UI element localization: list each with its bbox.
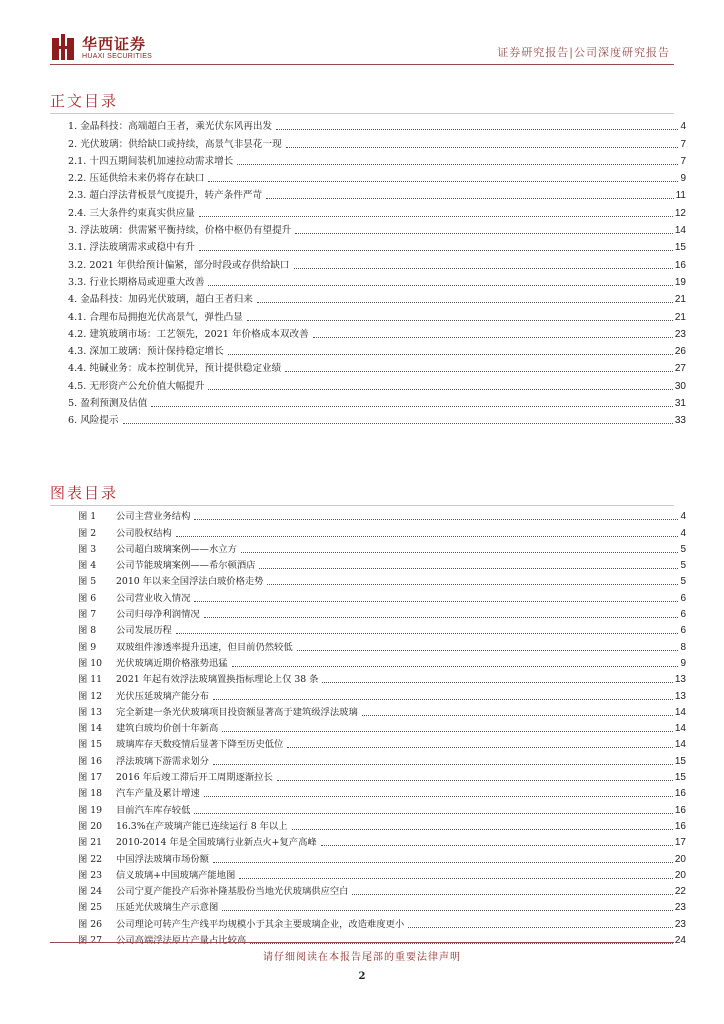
figure-entry-title: 汽车产量及累计增速	[116, 788, 200, 800]
dot-leader	[194, 519, 678, 520]
figure-entry-title: 浮法玻璃下游需求划分	[116, 755, 209, 767]
toc-entry-title: 4.2. 建筑玻璃市场：工艺领先，2021 年价格成本双改善	[68, 328, 309, 340]
figure-entry-title: 2021 年起有效浮法玻璃置换指标理论上仅 38 条	[116, 674, 319, 686]
figure-entry[interactable]	[78, 572, 686, 588]
huaxi-logo-icon	[52, 34, 74, 60]
figure-entry-number: 图 15	[78, 739, 103, 751]
figure-list-title: 图表目录	[50, 484, 119, 502]
figure-entry-number: 图 12	[78, 690, 103, 702]
toc-entry-title: 2. 光伏玻璃：供给缺口或持续，高景气非昙花一现	[68, 138, 282, 150]
legal-notice: 请仔细阅读在本报告尾部的重要法律声明	[263, 952, 461, 963]
figure-entry-title: 公司节能玻璃案例——希尔顿酒店	[116, 560, 256, 572]
toc-entry-page: 26	[674, 346, 686, 358]
toc-entry[interactable]	[68, 133, 686, 150]
figure-entry-number: 图 19	[78, 804, 103, 816]
toc-entry[interactable]	[68, 410, 686, 427]
figure-entry-number: 图 25	[78, 902, 103, 914]
figure-entry[interactable]	[78, 800, 686, 816]
figure-entry-title: 公司发展历程	[116, 625, 172, 637]
figure-entry[interactable]	[78, 784, 686, 800]
figure-entry-page: 15	[674, 772, 686, 784]
toc-entry-title: 3. 浮法玻璃：供需紧平衡持续，价格中枢仍有望提升	[68, 225, 292, 237]
dot-leader	[277, 780, 673, 781]
figure-entry[interactable]	[78, 833, 686, 849]
figure-entry-number: 图 26	[78, 918, 103, 930]
figure-entry-title: 玻璃库存天数疫情后显著下降至历史低位	[116, 739, 284, 751]
dot-leader	[250, 943, 673, 944]
figure-entry-page: 22	[674, 886, 686, 898]
figure-entry-title: 双玻组件渗透率提升迅速，但目前仍然较低	[116, 641, 293, 653]
toc-entry[interactable]	[68, 220, 686, 237]
figure-entry-title: 2016 年后竣工滞后开工周期逐渐拉长	[116, 772, 273, 784]
figure-entry-page: 23	[674, 918, 686, 930]
toc-entry-title: 4. 金晶科技：加码光伏玻璃，超白王者归来	[68, 294, 253, 306]
toc-entry-page: 4	[680, 121, 686, 133]
figure-entry-number: 图 18	[78, 788, 103, 800]
figure-entry-page: 20	[674, 869, 686, 881]
dot-leader	[287, 747, 673, 748]
table-of-contents	[68, 116, 686, 427]
figure-entry[interactable]	[78, 849, 686, 865]
dot-leader	[204, 796, 673, 797]
dot-leader	[295, 233, 673, 234]
figure-entry-page: 20	[674, 853, 686, 865]
toc-entry-title: 3.1. 浮法玻璃需求或稳中有升	[68, 242, 195, 254]
toc-entry[interactable]	[68, 306, 686, 323]
figure-entry-title: 公司主营业务结构	[116, 511, 191, 523]
figure-entry-title: 公司股权结构	[116, 527, 172, 539]
dot-leader	[213, 699, 673, 700]
dot-leader	[266, 198, 674, 199]
figure-entry-number: 图 22	[78, 853, 103, 865]
dot-leader	[232, 666, 679, 667]
dot-leader	[292, 829, 673, 830]
figure-entry[interactable]	[78, 637, 686, 653]
figure-entry-page: 4	[680, 511, 686, 523]
toc-entry[interactable]	[68, 324, 686, 341]
figure-entry-page: 6	[680, 625, 686, 637]
figure-entry[interactable]	[78, 817, 686, 833]
dot-leader	[208, 181, 678, 182]
figure-entry[interactable]	[78, 588, 686, 604]
figure-entry[interactable]	[78, 866, 686, 882]
toc-entry-page: 15	[674, 242, 686, 254]
figure-entry-number: 图 5	[78, 576, 97, 588]
dot-leader	[228, 354, 673, 355]
figure-entry-title: 完全新建一条光伏玻璃项目投资额显著高于建筑级浮法玻璃	[116, 706, 358, 718]
toc-entry-title: 2.3. 超白浮法背板景气度提升，转产条件严苛	[68, 190, 263, 202]
dot-leader	[199, 216, 673, 217]
toc-entry-page: 16	[674, 259, 686, 271]
toc-entry-title: 2.2. 压延供给未来仍将存在缺口	[68, 173, 205, 185]
dot-leader	[321, 845, 673, 846]
figure-entry-page: 14	[674, 706, 686, 718]
toc-entry[interactable]	[68, 393, 686, 410]
figure-entry[interactable]	[78, 605, 686, 621]
dot-leader	[222, 910, 673, 911]
dot-leader	[276, 129, 678, 130]
figure-entry-number: 图 9	[78, 641, 97, 653]
figure-entry[interactable]	[78, 507, 686, 523]
figure-entry[interactable]	[78, 703, 686, 719]
figure-list	[78, 507, 686, 947]
dot-leader	[208, 285, 672, 286]
dot-leader	[285, 371, 673, 372]
figure-entry-number: 图 8	[78, 625, 97, 637]
dot-leader	[408, 927, 673, 928]
figure-entry-page: 16	[674, 804, 686, 816]
toc-entry-page: 27	[674, 363, 686, 375]
figure-entry-title: 光伏压延玻璃产能分布	[116, 690, 209, 702]
dot-leader	[204, 617, 679, 618]
toc-entry-page: 11	[675, 190, 686, 202]
toc-entry[interactable]	[68, 289, 686, 306]
toc-entry[interactable]	[68, 237, 686, 254]
figure-entry-page: 15	[674, 755, 686, 767]
figure-entry-number: 图 14	[78, 723, 103, 735]
dot-leader	[257, 302, 673, 303]
dot-leader	[286, 147, 679, 148]
figure-entry-page: 14	[674, 723, 686, 735]
dot-leader	[239, 878, 673, 879]
figure-entry-page: 6	[680, 592, 686, 604]
toc-entry-title: 3.2. 2021 年供给预计偏紧，部分时段或存供给缺口	[68, 259, 290, 271]
toc-entry[interactable]	[68, 202, 686, 219]
figure-entry-title: 信义玻璃+中国玻璃产能地图	[116, 869, 236, 881]
dot-leader	[176, 536, 679, 537]
report-type: 证券研究报告|公司深度研究报告	[497, 46, 670, 59]
dot-leader	[362, 715, 673, 716]
figure-entry-title: 公司营业收入情况	[116, 592, 191, 604]
toc-entry[interactable]	[68, 254, 686, 271]
figure-entry-number: 图 3	[78, 543, 97, 555]
toc-entry-title: 4.4. 纯碱业务：成本控制优异，预计提供稳定业绩	[68, 363, 282, 375]
figure-entry-number: 图 7	[78, 609, 97, 621]
dot-leader	[151, 406, 673, 407]
toc-entry-title: 4.5. 无形资产公允价值大幅提升	[68, 380, 205, 392]
toc-entry-page: 7	[680, 138, 686, 150]
toc-entry[interactable]	[68, 116, 686, 133]
figure-entry-page: 16	[674, 788, 686, 800]
brand-name-en: HUAXI SECURITIES	[82, 53, 153, 60]
dot-leader	[294, 268, 673, 269]
toc-entry-page: 14	[674, 225, 686, 237]
figure-entry-number: 图 13	[78, 706, 103, 718]
dot-leader	[199, 250, 673, 251]
figure-entry-page: 13	[674, 690, 686, 702]
toc-entry-title: 2.1. 十四五期间装机加速拉动需求增长	[68, 155, 234, 167]
figure-entry[interactable]	[78, 686, 686, 702]
dot-leader	[313, 337, 673, 338]
toc-entry-title: 5. 盈利预测及估值	[68, 398, 148, 410]
figure-entry-number: 图 23	[78, 869, 103, 881]
figure-entry-title: 公司宁夏产能投产后弥补隆基股份当地光伏玻璃供应空白	[116, 886, 349, 898]
figure-entry-number: 图 10	[78, 657, 103, 669]
figure-entry-title: 公司高端浮法原片产量占比较高	[116, 935, 247, 947]
toc-entry-page: 30	[674, 380, 686, 392]
figure-entry-title: 公司归母净利润情况	[116, 609, 200, 621]
toc-entry[interactable]	[68, 168, 686, 185]
toc-entry-title: 4.3. 深加工玻璃：预计保持稳定增长	[68, 346, 224, 358]
header-divider	[50, 64, 674, 65]
figure-entry-page: 4	[680, 527, 686, 539]
dot-leader	[247, 320, 673, 321]
dot-leader	[213, 862, 673, 863]
toc-entry[interactable]	[68, 341, 686, 358]
figure-entry-number: 图 20	[78, 820, 103, 832]
figure-entry[interactable]	[78, 670, 686, 686]
toc-entry-title: 6. 风险提示	[68, 415, 119, 427]
figure-entry-number: 图 16	[78, 755, 103, 767]
toc-entry-page: 31	[674, 398, 686, 410]
dot-leader	[208, 389, 672, 390]
figure-entry-page: 5	[680, 560, 686, 572]
figure-entry-page: 16	[674, 820, 686, 832]
figure-entry-title: 建筑白玻均价创十年新高	[116, 723, 219, 735]
toc-entry-title: 4.1. 合理布局拥抱光伏高景气，弹性凸显	[68, 311, 243, 323]
figure-entry[interactable]	[78, 735, 686, 751]
toc-entry-page: 12	[674, 207, 686, 219]
figure-entry-number: 图 17	[78, 772, 103, 784]
figure-entry-number: 图 4	[78, 560, 97, 572]
figure-entry-page: 5	[680, 576, 686, 588]
figure-entry[interactable]	[78, 523, 686, 539]
figure-entry-title: 光伏玻璃近期价格涨势迅猛	[116, 657, 228, 669]
figure-entry-title: 中国浮法玻璃市场份额	[116, 853, 209, 865]
brand-name-cn: 华西证券	[82, 35, 147, 53]
page-header	[0, 0, 724, 78]
figure-entry-page: 5	[680, 543, 686, 555]
toc-entry-page: 7	[680, 155, 686, 167]
toc-entry[interactable]	[68, 358, 686, 375]
toc-entry-title: 1. 金晶科技：高端超白王者，乘光伏东风再出发	[68, 121, 273, 133]
figure-entry-page: 6	[680, 609, 686, 621]
toc-entry[interactable]	[68, 375, 686, 392]
toc-entry-title: 2.4. 三大条件约束真实供应量	[68, 207, 195, 219]
figure-entry-page: 9	[680, 657, 686, 669]
dot-leader	[237, 164, 678, 165]
figure-entry-number: 图 24	[78, 886, 103, 898]
dot-leader	[267, 584, 678, 585]
dot-leader	[352, 894, 672, 895]
figure-entry[interactable]	[78, 654, 686, 670]
figure-entry-number: 图 27	[78, 935, 103, 947]
figure-entry-page: 23	[674, 902, 686, 914]
figure-entry[interactable]	[78, 914, 686, 930]
figure-entry[interactable]	[78, 768, 686, 784]
figure-entry[interactable]	[78, 556, 686, 572]
toc-entry[interactable]	[68, 185, 686, 202]
figure-entry[interactable]	[78, 751, 686, 767]
toc-entry[interactable]	[68, 272, 686, 289]
toc-entry-page: 23	[674, 328, 686, 340]
toc-entry-page: 33	[674, 415, 686, 427]
dot-leader	[322, 682, 672, 683]
dot-leader	[259, 568, 678, 569]
toc-entry-page: 9	[680, 173, 686, 185]
page-number: 2	[358, 971, 366, 982]
figure-entry-title: 公司超白玻璃案例——水立方	[116, 543, 237, 555]
figure-entry-number: 图 11	[78, 674, 103, 686]
dot-leader	[297, 650, 679, 651]
footer-divider	[50, 942, 674, 943]
figure-entry[interactable]	[78, 621, 686, 637]
toc-entry[interactable]	[68, 151, 686, 168]
dot-leader	[176, 633, 679, 634]
toc-divider	[50, 113, 674, 114]
figure-entry[interactable]	[78, 931, 686, 947]
toc-entry-page: 21	[674, 294, 686, 306]
toc-title: 正文目录	[50, 92, 119, 110]
figure-list-divider	[50, 505, 674, 506]
figure-entry-number: 图 2	[78, 527, 97, 539]
figure-entry-title: 2010-2014 年是全国玻璃行业新点火+复产高峰	[116, 837, 317, 849]
figure-entry[interactable]	[78, 882, 686, 898]
dot-leader	[194, 601, 678, 602]
figure-entry-number: 图 6	[78, 592, 97, 604]
figure-entry-title: 目前汽车库存较低	[116, 804, 191, 816]
figure-entry-page: 14	[674, 739, 686, 751]
toc-entry-page: 19	[674, 276, 686, 288]
figure-entry[interactable]	[78, 719, 686, 735]
figure-entry-title: 2010 年以来全国浮法白玻价格走势	[116, 576, 264, 588]
figure-entry[interactable]	[78, 540, 686, 556]
toc-entry-page: 21	[674, 311, 686, 323]
figure-entry[interactable]	[78, 898, 686, 914]
figure-entry-number: 图 21	[78, 837, 103, 849]
dot-leader	[241, 552, 679, 553]
dot-leader	[213, 764, 673, 765]
dot-leader	[123, 423, 673, 424]
figure-entry-title: 公司理论可转产生产线平均规模小于其余主要玻璃企业，改造难度更小	[116, 918, 405, 930]
figure-entry-number: 图 1	[78, 511, 97, 523]
figure-entry-title: 压延光伏玻璃生产示意图	[116, 902, 219, 914]
dot-leader	[194, 813, 672, 814]
figure-entry-page: 13	[674, 674, 686, 686]
dot-leader	[222, 731, 673, 732]
figure-entry-page: 8	[680, 641, 686, 653]
figure-entry-page: 24	[674, 935, 686, 947]
figure-entry-title: 16.3%在产玻璃产能已连续运行 8 年以上	[116, 820, 288, 832]
toc-entry-title: 3.3. 行业长期格局或迎重大改善	[68, 276, 205, 288]
figure-entry-page: 17	[674, 837, 686, 849]
